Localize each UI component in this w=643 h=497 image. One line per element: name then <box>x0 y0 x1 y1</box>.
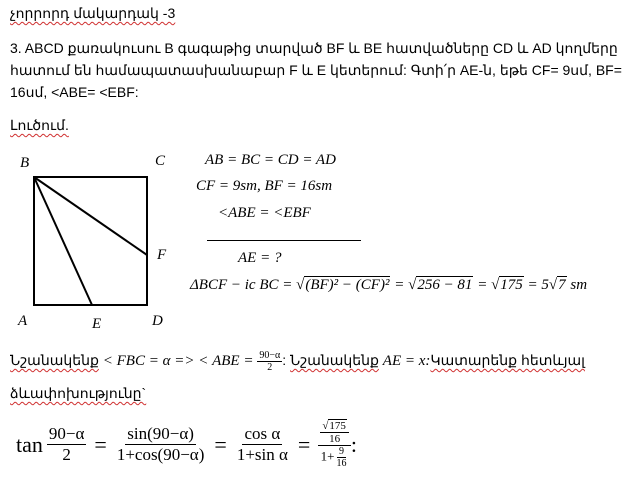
radical-7: 7 <box>558 277 566 293</box>
pythagoras-prefix: ΔBCF − ic BC = <box>190 277 293 293</box>
formula-end: : <box>350 431 357 457</box>
pythagoras-line: ΔBCF − ic BC = √(BF)² − (CF)² = √256 − 81 = √175 = 5√7 sm <box>190 277 588 293</box>
label-e: E <box>92 316 102 332</box>
radical-256-81: 256 − 81 <box>417 277 473 293</box>
label-c: C <box>155 153 166 169</box>
notation-line <box>10 350 585 373</box>
tan-formula <box>16 420 357 469</box>
label-a: A <box>18 313 28 329</box>
notation-frac-num: 90−α <box>259 350 281 361</box>
pythagoras-unit: sm <box>570 277 588 293</box>
given-equal-sides: AB = BC = CD = AD <box>205 152 336 168</box>
f4-den-num: 9 <box>339 446 345 457</box>
f4-num <box>318 420 351 446</box>
notation-fraction <box>257 350 282 373</box>
f3-den: 1+sin α <box>236 445 288 464</box>
problem-line-2: հատում են համապատասխանաբար F և E կետերում: Գտի՛ր AE-ն, եթե CF= 9սմ, BF= <box>10 62 622 78</box>
formula-eq-1: = <box>94 431 107 457</box>
problem-line-1: 3. ABCD քառակուսու B գագաթից տարված BF և BE հատվածները CD և AD կողմերը <box>10 40 618 56</box>
tan-label: tan <box>16 431 43 457</box>
f2-den: 1+cos(90−α) <box>116 445 205 464</box>
square-figure <box>0 145 190 340</box>
fraction-numeric <box>318 420 351 469</box>
given-angles: <ABE = <EBF <box>218 205 311 221</box>
notation-expr-1: < FBC = α => < ABE = <box>102 353 254 370</box>
notation-sep: : <box>282 352 287 369</box>
problem-line-3: 16սմ, <ABE= <EBF: <box>10 84 139 100</box>
notation-word-2: Նշանակենք <box>290 352 379 369</box>
f4-num-den: 16 <box>329 433 341 445</box>
label-b: B <box>20 155 30 171</box>
fraction-sin-cos <box>115 424 207 465</box>
given-separator <box>207 240 361 241</box>
radical-175: 175 <box>500 277 523 293</box>
pythagoras-eq-c: = 5 <box>527 277 549 293</box>
notation-word-1: Նշանակենք <box>10 352 99 369</box>
label-f: F <box>157 247 167 263</box>
pythagoras-eq-a: = <box>394 277 405 293</box>
fraction-half-angle <box>47 424 87 465</box>
find-ae: AE = ? <box>238 250 282 266</box>
f4-den-den: 16 <box>336 458 347 469</box>
square-abcd <box>34 177 147 305</box>
notation-expr-2: AE = x: <box>382 353 431 370</box>
pythagoras-eq-b: = <box>477 277 488 293</box>
label-d: D <box>152 313 163 329</box>
f3-num: cos α <box>244 424 281 443</box>
formula-eq-2: = <box>214 431 227 457</box>
pythagoras-radicand: (BF)² − (CF)² <box>305 277 390 293</box>
notation-frac-den: 2 <box>267 362 273 373</box>
notation-rest: Կատարենք հետևյալ <box>430 352 585 369</box>
notation-line-2: ձևափոխությունը` <box>10 385 147 401</box>
formula-eq-3: = <box>297 431 311 457</box>
heading: չորրորդ մակարդակ -3 <box>10 5 176 21</box>
given-lengths: CF = 9sm, BF = 16sm <box>196 178 333 194</box>
f2-num: sin(90−α) <box>127 424 194 443</box>
f1-den: 2 <box>62 445 71 464</box>
solution-label: Լուծում. <box>10 117 69 133</box>
f4-den-frac <box>335 446 349 469</box>
f4-num-frac: $\frac{√175}{16}$ <box>320 420 349 445</box>
f4-den-pre: 1+ <box>320 448 335 464</box>
fraction-cos-sin <box>235 424 290 465</box>
f4-den <box>319 446 351 469</box>
f4-num-radicand: 175 <box>329 420 346 432</box>
f1-num: 90−α <box>48 424 85 443</box>
